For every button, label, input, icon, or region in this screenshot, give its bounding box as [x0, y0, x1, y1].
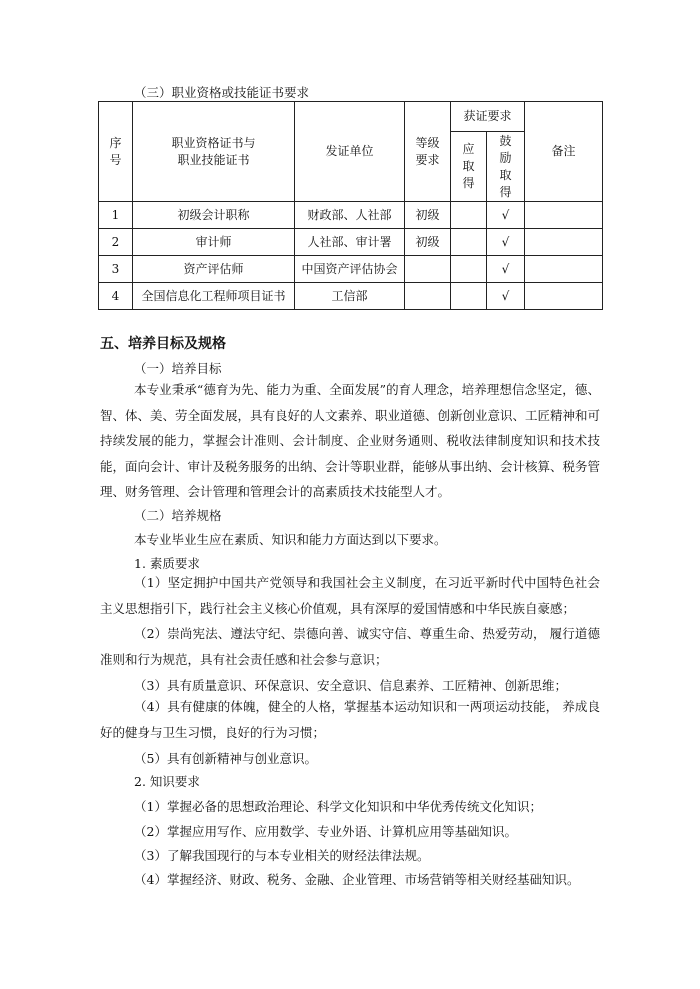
- quality-item-1: （1）坚定拥护中国共产党领导和我国社会主义制度，在习近平新时代中国特色社会主义思想指引下，践行社会主义核心价值观，具有深厚的爱国情感和中华民族自豪感；: [100, 575, 600, 616]
- cell-remark: [525, 283, 603, 310]
- knowledge-item-2: （2）掌握应用写作、应用数学、专业外语、计算机应用等基础知识。: [134, 824, 517, 839]
- knowledge-item-1: （1）掌握必备的思想政治理论、科学文化知识和中华优秀传统文化知识；: [134, 799, 542, 814]
- cell-should: [451, 202, 487, 229]
- cell-remark: [525, 256, 603, 283]
- table-row: [99, 229, 603, 256]
- cell-issuer: 人社部、审计署: [295, 229, 405, 256]
- cell-should: [451, 283, 487, 310]
- cell-cert: 资产评估师: [133, 256, 295, 283]
- cell-level: [405, 256, 451, 283]
- header-level: 等级要求: [405, 102, 451, 202]
- cell-should: [451, 256, 487, 283]
- cell-cert: 全国信息化工程师项目证书: [133, 283, 295, 310]
- spec-intro: 本专业毕业生应在素质、知识和能力方面达到以下要求。: [134, 532, 447, 547]
- cell-no: 4: [99, 283, 133, 310]
- cell-cert: 初级会计职称: [133, 202, 295, 229]
- cell-level: 初级: [405, 202, 451, 229]
- cell-issuer: 工信部: [295, 283, 405, 310]
- header-remark: 备注: [525, 102, 603, 202]
- header-acquire: 获证要求: [451, 102, 525, 132]
- quality-item-4: （4）具有健康的体魄，健全的人格，掌握基本运动知识和一两项运动技能， 养成良好的健身与卫生习惯，良好的行为习惯；: [100, 699, 600, 740]
- table-row: [99, 256, 603, 283]
- section-heading: 五、培养目标及规格: [100, 336, 226, 352]
- spec-heading: （二）培养规格: [134, 508, 222, 523]
- cell-level: 初级: [405, 229, 451, 256]
- cell-cert: 审计师: [133, 229, 295, 256]
- cell-remark: [525, 202, 603, 229]
- goal-heading: （一）培养目标: [134, 361, 222, 376]
- cell-should: [451, 229, 487, 256]
- header-encourage: 鼓励取得: [487, 132, 525, 202]
- cell-encourage: √: [487, 229, 525, 256]
- header-cert-line1: 职业资格证书与: [171, 135, 256, 150]
- quality-heading: 1. 素质要求: [134, 556, 200, 571]
- knowledge-heading: 2. 知识要求: [134, 774, 200, 789]
- knowledge-item-3: （3）了解我国现行的与本专业相关的财经法律法规。: [134, 848, 430, 863]
- goal-paragraph: 本专业秉承“德育为先、能力为重、全面发展”的育人理念，培养理想信念坚定，德、智、体、美、劳全面发展，具有良好的人文素养、职业道德、创新创业意识、工匠精神和可持续发展的能力，掌握会计准则、会计制度、企业财务通则、税收法律制度知识和技术技能，面向会计、审计及税务服务的出纳、会计等职业群，能够从事出纳、会计核算、税务管理、财务管理、会计管理和管理会计的高素质技术技能型人才。: [100, 382, 601, 499]
- cell-issuer: 财政部、人社部: [295, 202, 405, 229]
- knowledge-item-4: （4）掌握经济、财政、税务、金融、企业管理、市场营销等相关财经基础知识。: [134, 872, 580, 887]
- cell-remark: [525, 229, 603, 256]
- header-should: 应取得: [451, 132, 487, 202]
- quality-item-5: （5）具有创新精神与创业意识。: [134, 751, 317, 766]
- cell-no: 2: [99, 229, 133, 256]
- cert-table: [98, 101, 603, 310]
- quality-item-2: （2）崇尚宪法、遵法守纪、崇德向善、诚实守信、尊重生命、热爱劳动， 履行道德准则和行为规范，具有社会责任感和社会参与意识；: [100, 626, 600, 667]
- quality-item-3: （3）具有质量意识、环保意识、安全意识、信息素养、工匠精神、创新思维；: [134, 678, 567, 693]
- header-cert: [133, 102, 295, 202]
- table-row: [99, 202, 603, 229]
- cell-encourage: √: [487, 202, 525, 229]
- cell-issuer: 中国资产评估协会: [295, 256, 405, 283]
- header-cert-line2: 职业技能证书: [177, 152, 250, 167]
- cert-section-title: （三）职业资格或技能证书要求: [134, 85, 310, 100]
- table-row: [99, 283, 603, 310]
- cell-encourage: √: [487, 283, 525, 310]
- cell-level: [405, 283, 451, 310]
- cell-encourage: √: [487, 256, 525, 283]
- cell-no: 3: [99, 256, 133, 283]
- cell-no: 1: [99, 202, 133, 229]
- header-no: 序号: [99, 102, 133, 202]
- header-issuer: 发证单位: [295, 102, 405, 202]
